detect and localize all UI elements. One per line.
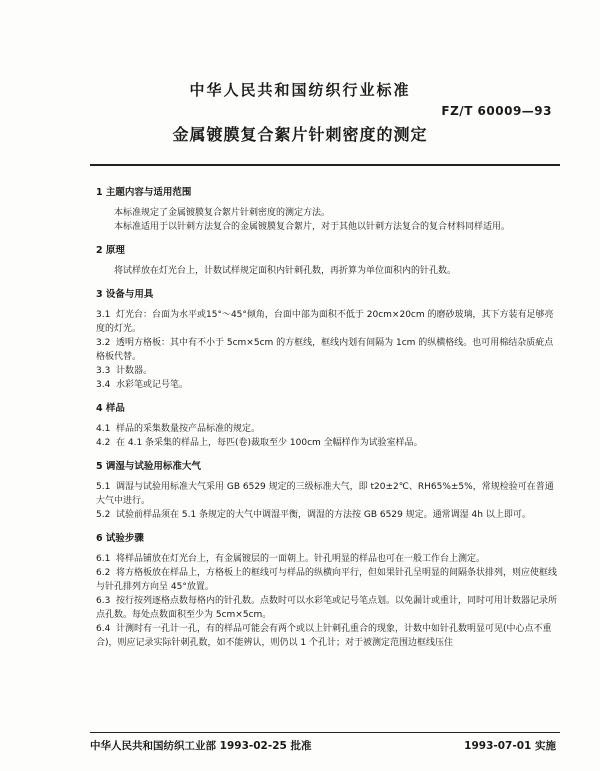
clause-text: 在 4.1 条采集的样品上，每匹(卷)裁取至少 100cm 全幅样作为试验室样品。 [116,438,423,448]
clause-number: 6.1 [96,554,111,564]
clause-number: 3.2 [96,338,111,348]
clause-3-2 [96,336,560,364]
document-body [96,186,560,650]
clause-4-1 [96,422,560,436]
section-1-heading: 1 主题内容与适用范围 [96,187,192,198]
clause-5-1 [96,480,560,508]
section-6-heading: 6 试验步骤 [96,533,144,544]
clause-number: 6.3 [96,596,111,606]
clause-text: 样品的采集数量按产品标准的规定。 [116,424,261,434]
section-5-heading: 5 调湿与试验用标准大气 [96,461,201,472]
implementation-date: 1993-07-01 实施 [464,740,556,752]
clause-number: 4.1 [96,424,111,434]
clause-6-1 [96,552,560,566]
approval-note: 中华人民共和国纺织工业部 1993-02-25 批准 [90,740,312,752]
clause-6-4 [96,622,560,650]
clause-text: 将方格板放在样品上，方格板上的框线可与样品的纵横向平行，但如果针孔呈明显的间隔条状排列，则应使框线与针孔排列方向呈 45°放置。 [96,568,558,592]
clause-text: 计数器。 [116,366,153,376]
clause-number: 6.4 [96,624,111,634]
header-divider [90,164,560,166]
standard-code: FZ/T 60009—93 [441,104,552,118]
clause-6-2 [96,566,560,594]
clause-3-1 [96,308,560,336]
footer-divider [90,732,560,733]
section-3-heading: 3 设备与用具 [96,289,154,300]
clause-number: 5.1 [96,482,111,492]
section-2-heading: 2 原理 [96,245,125,256]
clause-3-4 [96,378,560,392]
clause-text: 计测时有一孔计一孔，有的样品可能会有两个或以上针刺孔重合的现象，计数中如针孔数明显可见(中心点不重合)，则应记录实际针刺孔数，如不能辨认，则仍以 1 个孔计；对于被测定范围边框线压住 [96,624,552,648]
clause-text: 试验前样品须在 5.1 条规定的大气中调湿平衡，调湿的方法按 GB 6529 规定。通常调湿 4h 以上即可。 [116,510,531,520]
clause-text: 灯光台：台面为水平或15°～45°倾角，台面中部为面积不低于 20cm×20cm 的磨砂玻璃，其下方装有足够亮度的灯光。 [96,310,554,334]
clause-6-3 [96,594,560,622]
clause-number: 6.2 [96,568,111,578]
section-4-heading: 4 样品 [96,403,125,414]
clause-text: 水彩笔或记号笔。 [116,380,189,390]
clause-number: 3.3 [96,366,111,376]
section-1-paragraph-2: 本标准适用于以针刺方法复合的金属镀膜复合絮片，对于其他以针刺方法复合的复合材料同样适用。 [114,222,511,232]
clause-text: 透明方格板：其中有不小于 5cm×5cm 的方框线，框线内划有间隔为 1cm 的纵横格线。也可用棉结杂质疵点格板代替。 [96,338,554,362]
clause-text: 将样品铺放在灯光台上，有金属镀层的一面朝上。针孔明显的样品也可在一般工作台上测定。 [116,554,486,564]
standard-organization: 中华人民共和国纺织行业标准 [189,81,411,99]
clause-text: 按行按列逐格点数每格内的针孔数。点数时可以水彩笔或记号笔点划。以免漏计或重计，同时可用计数器记录所点孔数。每处点数面积至少为 5cm×5cm。 [96,596,558,620]
section-2-paragraph-1: 将试样放在灯光台上，计数试样规定面积内针刺孔数，再折算为单位面积内的针孔数。 [114,266,457,276]
document-title: 金属镀膜复合絮片针刺密度的测定 [172,125,428,144]
clause-number: 5.2 [96,510,111,520]
clause-4-2 [96,436,560,450]
clause-number: 4.2 [96,438,111,448]
clause-3-3 [96,364,560,378]
clause-number: 3.1 [96,310,111,320]
clause-5-2 [96,508,560,522]
clause-number: 3.4 [96,380,111,390]
section-1-paragraph-1: 本标准规定了金属镀膜复合絮片针刺密度的测定方法。 [114,208,331,218]
clause-text: 调湿与试验用标准大气采用 GB 6529 规定的三级标准大气，即 t20±2℃、RH65%±5%，常规检验可在普通大气中进行。 [96,482,554,506]
